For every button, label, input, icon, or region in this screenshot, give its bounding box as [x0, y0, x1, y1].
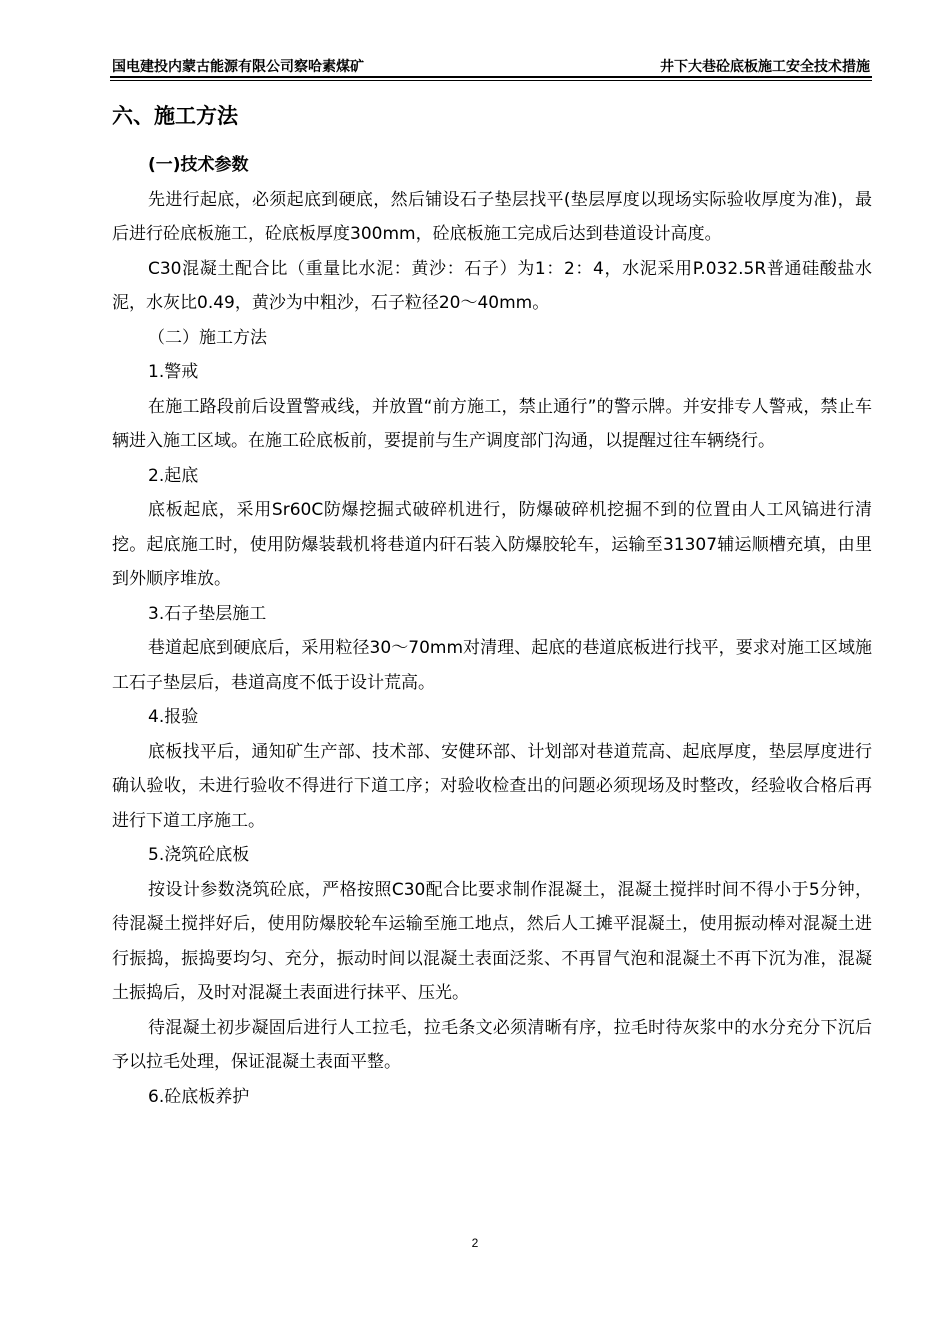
step-3-text: 巷道起底到硬底后，采用粒径30～70mm对清理、起底的巷道底板进行找平，要求对施工区域施工石子垫层后，巷道高度不低于设计荒高。	[112, 638, 872, 693]
tech-params-paragraph-1: 先进行起底，必须起底到硬底，然后铺设石子垫层找平(垫层厚度以现场实际验收厚度为准)，最后进行砼底板施工，砼底板厚度300mm，砼底板施工完成后达到巷道设计高度。	[112, 189, 872, 244]
step-1-title: 1.警戒	[148, 362, 199, 382]
step-5-text-1: 按设计参数浇筑砼底，严格按照C30配合比要求制作混凝土，混凝土搅拌时间不得小于5分钟，待混凝土搅拌好后，使用防爆胶轮车运输至施工地点，然后人工摊平混凝土，使用振动棒对混凝土进行振捣，振捣要均匀、充分，振动时间以混凝土表面泛浆、不再冒气泡和混凝土不再下沉为准，混凝土振捣后，及时对混凝土表面进行抹平、压光。	[112, 879, 872, 1003]
step-3-title: 3.石子垫层施工	[148, 603, 267, 624]
header-company: 国电建投内蒙古能源有限公司察哈素煤矿	[112, 59, 364, 75]
step-5-title: 5.浇筑砼底板	[148, 845, 250, 865]
step-4-text: 底板找平后，通知矿生产部、技术部、安健环部、计划部对巷道荒高、起底厚度，垫层厚度进行确认验收，未进行验收不得进行下道工序；对验收检查出的问题必须现场及时整改，经验收合格后再进行下道工序施工。	[112, 741, 872, 831]
step-5-text-2: 待混凝土初步凝固后进行人工拉毛，拉毛条文必须清晰有序，拉毛时待灰浆中的水分充分下沉后予以拉毛处理，保证混凝土表面平整。	[112, 1017, 872, 1072]
page-number: 2	[471, 1236, 479, 1250]
header-rule-thick	[110, 76, 872, 78]
tech-params-paragraph-2: C30混凝土配合比（重量比水泥：黄沙：石子）为1：2：4，水泥采用P.032.5R普通硅酸盐水泥，水灰比0.49，黄沙为中粗沙，石子粒径20～40mm。	[112, 258, 872, 313]
step-4-title: 4.报验	[148, 707, 199, 727]
header-rule-thin	[110, 80, 872, 81]
document-body	[112, 98, 872, 1114]
step-6-title: 6.砼底板养护	[148, 1086, 250, 1107]
step-1-text: 在施工路段前后设置警戒线，并放置“前方施工，禁止通行”的警示牌。并安排专人警戒，禁止车辆进入施工区域。在施工砼底板前，要提前与生产调度部门沟通，以提醒过往车辆绕行。	[112, 396, 872, 451]
tech-params-heading: (一)技术参数	[148, 155, 249, 175]
step-2-title: 2.起底	[148, 465, 199, 486]
section-title: 六、施工方法	[112, 104, 238, 128]
construction-heading: （二）施工方法	[148, 327, 267, 348]
header-doc-title: 井下大巷砼底板施工安全技术措施	[660, 59, 870, 75]
step-2-text: 底板起底，采用Sr60C防爆挖掘式破碎机进行，防爆破碎机挖掘不到的位置由人工风镐进行清挖。起底施工时，使用防爆装载机将巷道内矸石装入防爆胶轮车，运输至31307辅运顺槽充填，由里到外顺序堆放。	[112, 500, 872, 589]
